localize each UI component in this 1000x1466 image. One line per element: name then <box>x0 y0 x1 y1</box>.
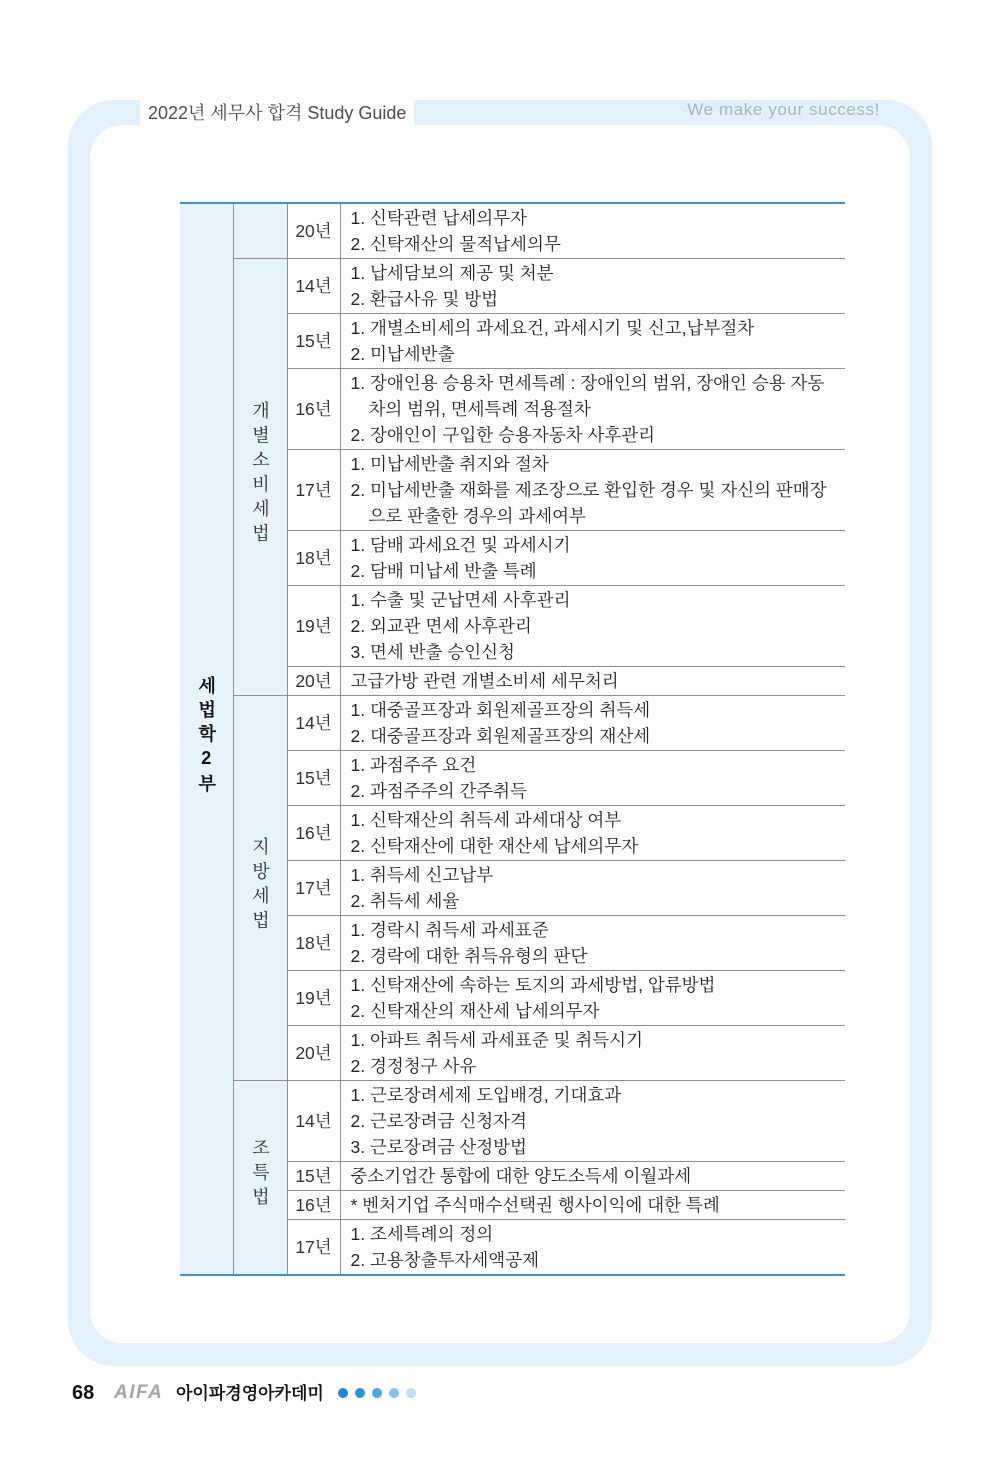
topic-item: 2. 취득세 세율 <box>350 891 460 911</box>
topic-item: 2. 신탁재산에 대한 재산세 납세의무자 <box>350 836 639 856</box>
topic-item: 2. 고용창출투자세액공제 <box>350 1250 540 1270</box>
footer-dots <box>338 1388 416 1398</box>
exam-topics-table <box>180 202 845 1276</box>
topic-item: 1. 신탁재산의 취득세 과세대상 여부 <box>350 810 622 830</box>
topic-item: 2. 장애인이 구입한 승용자동차 사후관리 <box>350 425 656 445</box>
page-dot <box>355 1388 365 1398</box>
topics-cell <box>340 806 845 861</box>
exam-year: 20년 <box>287 203 340 259</box>
exam-year: 17년 <box>287 1220 340 1276</box>
topic-item: 1. 수출 및 군납면세 사후관리 <box>350 590 571 610</box>
aifa-logo: AIFA <box>114 1382 164 1403</box>
academy-name: 아이파경영아카데미 <box>176 1384 324 1403</box>
page-dot <box>406 1388 416 1398</box>
topic-item: 1. 과점주주 요건 <box>350 755 477 775</box>
topics-cell <box>340 259 845 314</box>
header-slogan: We make your success! <box>687 100 880 119</box>
topic-item: 2. 경락에 대한 취득유형의 판단 <box>350 946 588 966</box>
exam-year: 14년 <box>287 696 340 751</box>
topic-item: 1. 대중골프장과 회원제골프장의 취득세 <box>350 700 651 720</box>
page-dot <box>389 1388 399 1398</box>
topic-item: 1. 담배 과세요건 및 과세시기 <box>350 535 571 555</box>
exam-year: 18년 <box>287 916 340 971</box>
topic-item: 2. 담배 미납세 반출 특례 <box>350 561 537 581</box>
exam-year: 18년 <box>287 531 340 586</box>
exam-year: 14년 <box>287 259 340 314</box>
table-row <box>180 203 845 259</box>
topic-item: 1. 개별소비세의 과세요건, 과세시기 및 신고,납부절차 <box>350 318 755 338</box>
exam-year: 17년 <box>287 861 340 916</box>
exam-topics-body <box>180 203 845 1275</box>
exam-year: 16년 <box>287 1191 340 1220</box>
table-row <box>180 1081 845 1162</box>
topics-cell <box>340 1162 845 1191</box>
topics-cell <box>340 861 845 916</box>
topic-item: 1. 경락시 취득세 과세표준 <box>350 920 549 940</box>
table-row <box>180 696 845 751</box>
subject-label: 지방세법 <box>250 836 270 935</box>
exam-year: 20년 <box>287 1026 340 1081</box>
topic-item: 2. 미납세반출 <box>350 344 455 364</box>
topics-cell <box>340 751 845 806</box>
subject-label-cell <box>233 259 287 696</box>
topic-item: 1. 조세특례의 정의 <box>350 1224 494 1244</box>
exam-year: 20년 <box>287 667 340 696</box>
topics-cell <box>340 971 845 1026</box>
topic-item: 1. 신탁관련 납세의무자 <box>350 208 527 228</box>
subject-label: 조특법 <box>250 1138 270 1212</box>
topic-item: 2. 신탁재산의 물적납세의무 <box>350 234 561 254</box>
subject-label-cell <box>233 1081 287 1276</box>
section-label-cell <box>180 203 233 1275</box>
exam-year: 16년 <box>287 806 340 861</box>
topic-item: 1. 미납세반출 취지와 절차 <box>350 454 549 474</box>
topics-cell <box>340 1081 845 1162</box>
topic-item: 2. 외교관 면세 사후관리 <box>350 616 532 636</box>
topics-cell <box>340 203 845 259</box>
topic-item: 중소기업간 통합에 대한 양도소득세 이월과세 <box>350 1166 692 1186</box>
subject-label-cell <box>233 696 287 1081</box>
topics-cell <box>340 1026 845 1081</box>
exam-year: 19년 <box>287 586 340 667</box>
topics-cell <box>340 916 845 971</box>
page-dot <box>338 1388 348 1398</box>
topics-cell <box>340 696 845 751</box>
topics-cell <box>340 1191 845 1220</box>
topics-cell <box>340 1220 845 1276</box>
section-label: 세법학2부 <box>196 675 217 798</box>
exam-year: 15년 <box>287 314 340 369</box>
topic-item: 1. 아파트 취득세 과세표준 및 취득시기 <box>350 1030 643 1050</box>
topics-cell <box>340 531 845 586</box>
topics-cell <box>340 314 845 369</box>
exam-year: 19년 <box>287 971 340 1026</box>
exam-year: 15년 <box>287 1162 340 1191</box>
topic-item: 2. 신탁재산의 재산세 납세의무자 <box>350 1001 600 1021</box>
topic-item: 1. 신탁재산에 속하는 토지의 과세방법, 압류방법 <box>350 975 716 995</box>
topic-item: 2. 미납세반출 재화를 제조장으로 환입한 경우 및 자신의 판매장으로 판출한 경우의 과세여부 <box>350 480 827 526</box>
topic-item: 1. 장애인용 승용차 면세특례 : 장애인의 범위, 장애인 승용 자동차의 범위, 면세특례 적용절차 <box>350 373 825 419</box>
page-number: 68 <box>72 1382 95 1404</box>
subject-label: 개별소비세법 <box>250 401 270 548</box>
topics-cell <box>340 450 845 531</box>
topic-item: 1. 납세담보의 제공 및 처분 <box>350 263 554 283</box>
exam-year: 14년 <box>287 1081 340 1162</box>
exam-year: 17년 <box>287 450 340 531</box>
topic-item: 2. 대중골프장과 회원제골프장의 재산세 <box>350 726 651 746</box>
topic-item: 1. 취득세 신고납부 <box>350 865 494 885</box>
topic-item: 2. 경정청구 사유 <box>350 1056 477 1076</box>
header-title: 2022년 세무사 합격 Study Guide <box>140 99 414 127</box>
topics-cell <box>340 586 845 667</box>
topic-item: 2. 과점주주의 간주취득 <box>350 781 527 801</box>
table-row <box>180 259 845 314</box>
topic-item: 2. 환급사유 및 방법 <box>350 289 499 309</box>
topic-item: 2. 근로장려금 신청자격 <box>350 1111 527 1131</box>
exam-year: 16년 <box>287 369 340 450</box>
topic-item: 3. 근로장려금 산정방법 <box>350 1137 527 1157</box>
topics-cell <box>340 369 845 450</box>
exam-year: 15년 <box>287 751 340 806</box>
topic-item: 1. 근로장려세제 도입배경, 기대효과 <box>350 1085 622 1105</box>
subject-label-cell <box>233 203 287 259</box>
topic-item: 고급가방 관련 개별소비세 세무처리 <box>350 671 619 691</box>
page-dot <box>372 1388 382 1398</box>
topics-cell <box>340 667 845 696</box>
topic-item: * 벤처기업 주식매수선택권 행사이익에 대한 특례 <box>350 1195 720 1215</box>
topic-item: 3. 면세 반출 승인신청 <box>350 642 515 662</box>
